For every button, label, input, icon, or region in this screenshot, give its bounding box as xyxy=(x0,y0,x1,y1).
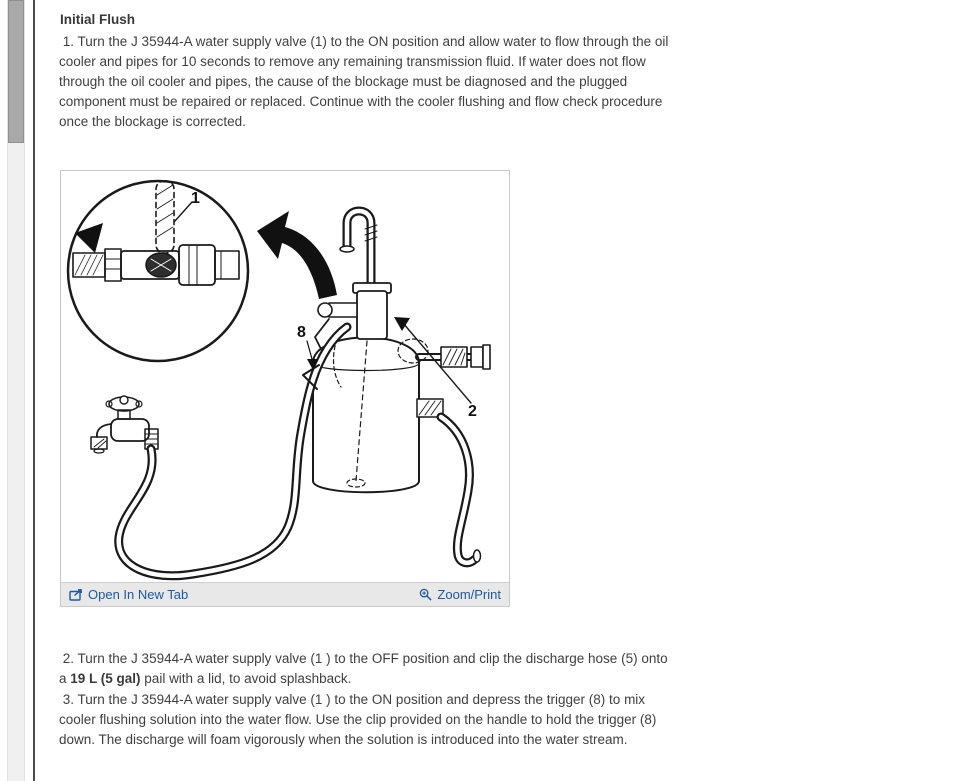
step-1-paragraph: 1. Turn the J 35944-A water supply valve (1) to the ON position and allow water to flow through the oil cooler and pipes for 10 seconds to remove any remaining transmission fluid. If water does not flow through the oil cooler and pipes, the cause of the blockage must be diagnosed and the plugged component must be repaired or replaced. Continue with the cooler flushing and flow check procedure once the blockage is corrected. xyxy=(59,34,673,129)
callout-8-label: 8 xyxy=(297,324,306,341)
figure-footer xyxy=(61,582,509,606)
open-in-new-tab-icon xyxy=(69,589,83,601)
left-scrollbar-track[interactable] xyxy=(7,0,25,781)
zoom-print-label: Zoom/Print xyxy=(437,587,501,602)
zoom-print-link[interactable] xyxy=(419,587,501,602)
step-3-paragraph: 3. Turn the J 35944-A water supply valve (1 ) to the ON position and depress the trigger (8) to mix cooler flushing solution into the water flow. Use the clip provided on the handle to hold the trigger (8) down. The discharge will foam vigorously when the solution is introduced into the water stream. xyxy=(59,692,661,747)
step-2-text-post: pail with a lid, to avoid splashback. xyxy=(140,671,352,686)
step-2-paragraph xyxy=(59,649,677,689)
open-in-new-tab-label: Open In New Tab xyxy=(88,587,189,602)
figure-frame xyxy=(60,170,510,607)
step-2-text-pre: 2. Turn the J 35944-A water supply valve (1 ) to the OFF position and clip the discharge hose (5) onto a xyxy=(59,651,672,686)
left-scrollbar-thumb[interactable] xyxy=(8,0,24,143)
pane-divider xyxy=(33,0,35,781)
step-2-bold-text: 19 L (5 gal) xyxy=(70,671,141,686)
cooler-flusher-diagram xyxy=(61,171,509,582)
open-in-new-tab-link[interactable] xyxy=(69,587,188,602)
section-heading: Initial Flush xyxy=(60,12,136,27)
callout-2-label: 2 xyxy=(468,403,477,420)
zoom-magnifier-icon xyxy=(419,588,432,601)
figure-image xyxy=(61,171,509,582)
callout-1-label: 1 xyxy=(191,190,200,207)
